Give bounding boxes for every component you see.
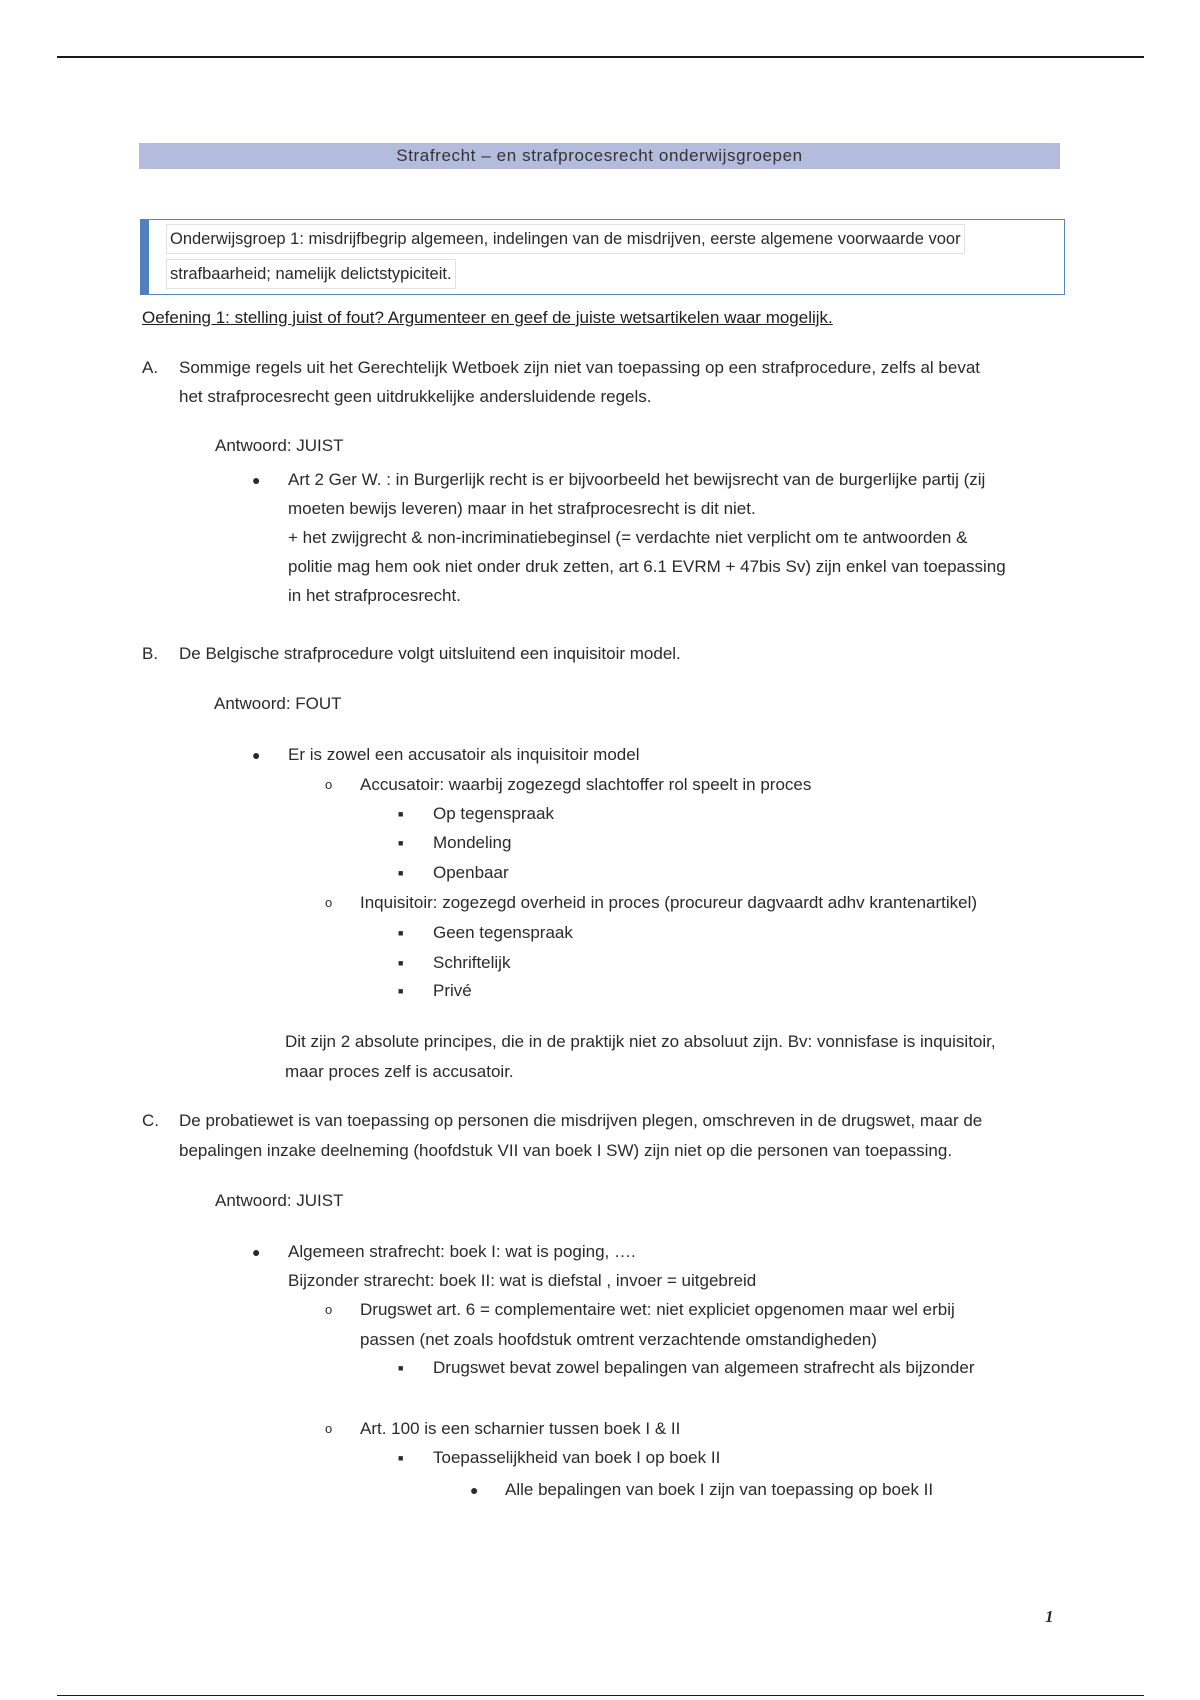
question-c-line-1: De probatiewet is van toepassing op personen die misdrijven plegen, omschreven in de drugswet, maar de <box>179 1111 983 1130</box>
answer-a-text-1: Art 2 Ger W. : in Burgerlijk recht is er bijvoorbeeld het bewijsrecht van de burgerlijke partij (zij <box>288 470 986 489</box>
question-c-line-2: bepalingen inzake deelneming (hoofdstuk VII van boek I SW) zijn niet op die personen van toepassing. <box>179 1141 953 1160</box>
circle-bullet-icon: o <box>325 895 333 910</box>
drugswet-line-2: passen (net zoals hoofdstuk omtrent verzachtende omstandigheden) <box>360 1330 877 1349</box>
answer-a-text-2: moeten bewijs leveren) maar in het strafprocesrecht is dit niet. <box>288 499 756 518</box>
inquisitoir-text: Inquisitoir: zogezegd overheid in proces (procureur dagvaardt adhv krantenartikel) <box>360 893 978 912</box>
answer-a-text-4: politie mag hem ook niet onder druk zetten, art 6.1 EVRM + 47bis Sv) zijn enkel van toepassing <box>288 557 1006 576</box>
answer-a-text-5: in het strafprocesrecht. <box>288 586 461 605</box>
exercise-title: Oefening 1: stelling juist of fout? Argumenteer en geef de juiste wetsartikelen waar mogelijk. <box>142 308 833 327</box>
intro-line-1: Onderwijsgroep 1: misdrijfbegrip algemeen, indelingen van de misdrijven, eerste algemene voorwaarde voor <box>166 224 965 254</box>
square-bullet-icon: ■ <box>398 1453 404 1463</box>
question-a-line-2: het strafprocesrecht geen uitdrukkelijke andersluidende regels. <box>179 387 652 406</box>
top-rule <box>57 56 1144 58</box>
bottom-rule <box>57 1695 1144 1696</box>
question-letter-b: B. <box>142 644 159 663</box>
accusatoir-text: Accusatoir: waarbij zogezegd slachtoffer rol speelt in proces <box>360 775 812 794</box>
page-number: 1 <box>1045 1607 1054 1626</box>
question-letter-a: A. <box>142 358 159 377</box>
drugswet-line-1: Drugswet art. 6 = complementaire wet: niet expliciet opgenomen maar wel erbij <box>360 1300 955 1319</box>
intro-box <box>140 219 1065 295</box>
bullet-icon: ● <box>252 747 261 763</box>
inquisitoir-item-2: Schriftelijk <box>433 953 511 972</box>
drugswet-item: Drugswet bevat zowel bepalingen van algemeen strafrecht als bijzonder <box>433 1358 975 1377</box>
bullet-icon: ● <box>252 472 261 488</box>
answer-c: Antwoord: JUIST <box>215 1191 344 1210</box>
circle-bullet-icon: o <box>325 1302 333 1317</box>
answer-c-text-2: Bijzonder strarecht: boek II: wat is diefstal , invoer = uitgebreid <box>288 1271 757 1290</box>
answer-a-text-3: + het zwijgrecht & non-incriminatiebeginsel (= verdachte niet verplicht om te antwoorden & <box>288 528 968 547</box>
document-title: Strafrecht – en strafprocesrecht onderwijsgroepen <box>139 143 1060 169</box>
note-line-1: Dit zijn 2 absolute principes, die in de praktijk niet zo absoluut zijn. Bv: vonnisfase is inquisitoir, <box>285 1032 996 1051</box>
question-letter-c: C. <box>142 1111 159 1130</box>
square-bullet-icon: ■ <box>398 1363 404 1373</box>
inquisitoir-item-3: Privé <box>433 981 472 1000</box>
square-bullet-icon: ■ <box>398 928 404 938</box>
art100-text: Art. 100 is een scharnier tussen boek I & II <box>360 1419 681 1438</box>
intro-line-2: strafbaarheid; namelijk delictstypiciteit. <box>166 259 456 289</box>
answer-c-text-1: Algemeen strafrecht: boek I: wat is poging, …. <box>288 1242 636 1261</box>
circle-bullet-icon: o <box>325 1421 333 1436</box>
accusatoir-item-2: Mondeling <box>433 833 512 852</box>
note-line-2: maar proces zelf is accusatoir. <box>285 1062 514 1081</box>
bullet-icon: ● <box>470 1482 479 1498</box>
question-b-line-1: De Belgische strafprocedure volgt uitsluitend een inquisitoir model. <box>179 644 681 663</box>
answer-a: Antwoord: JUIST <box>215 436 344 455</box>
square-bullet-icon: ■ <box>398 868 404 878</box>
circle-bullet-icon: o <box>325 777 333 792</box>
square-bullet-icon: ■ <box>398 838 404 848</box>
accusatoir-item-3: Openbaar <box>433 863 509 882</box>
inquisitoir-item-1: Geen tegenspraak <box>433 923 573 942</box>
accusatoir-item-1: Op tegenspraak <box>433 804 554 823</box>
question-a-line-1: Sommige regels uit het Gerechtelijk Wetboek zijn niet van toepassing op een strafprocedure, zelfs al bevat <box>179 358 981 377</box>
square-bullet-icon: ■ <box>398 986 404 996</box>
answer-b-bullet: Er is zowel een accusatoir als inquisitoir model <box>288 745 640 764</box>
square-bullet-icon: ■ <box>398 809 404 819</box>
square-bullet-icon: ■ <box>398 958 404 968</box>
art100-item: Toepasselijkheid van boek I op boek II <box>433 1448 721 1467</box>
art100-subitem: Alle bepalingen van boek I zijn van toepassing op boek II <box>505 1480 934 1499</box>
bullet-icon: ● <box>252 1244 261 1260</box>
answer-b: Antwoord: FOUT <box>214 694 342 713</box>
